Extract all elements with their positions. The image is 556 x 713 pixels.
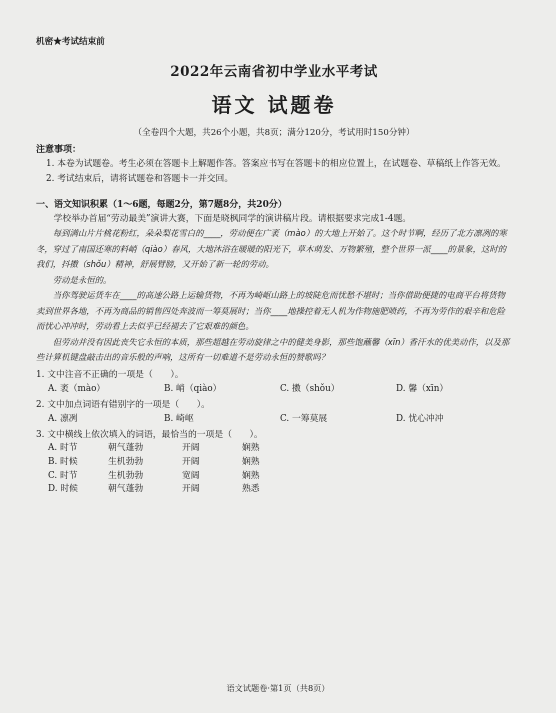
- option-cell: 娴熟: [242, 443, 260, 454]
- option: A. 袤（mào）: [48, 384, 106, 395]
- option-cell: D. 时候: [48, 484, 78, 495]
- question-options: [36, 412, 512, 426]
- option: A. 凛冽: [48, 414, 78, 425]
- option-cell: 开阔: [182, 456, 200, 467]
- option-cell: 熟悉: [242, 484, 260, 495]
- option-cell: B. 时候: [48, 456, 78, 467]
- option: D. 忧心冲冲: [396, 414, 444, 425]
- option-cell: 生机勃勃: [108, 456, 144, 467]
- passage-paragraph: 劳动是永恒的。: [52, 274, 112, 285]
- option-table: [36, 442, 512, 497]
- option-cell: A. 时节: [48, 443, 78, 454]
- option: D. 馨（xīn）: [396, 384, 449, 395]
- exam-title: 2022年云南省初中学业水平考试: [170, 63, 378, 80]
- question-stem: 3. 文中横线上依次填入的词语，最恰当的一项是（ ）。: [36, 430, 263, 441]
- option: C. 擞（shǒu）: [280, 384, 340, 395]
- exam-subtitle: （全卷四个大题，共26个小题，共8页；满分120分，考试用时150分钟）: [133, 128, 415, 139]
- option-cell: 娴熟: [242, 456, 260, 467]
- question-options: [36, 382, 512, 396]
- note-item: 2. 考试结束后，请将试题卷和答题卡一并交回。: [46, 173, 234, 184]
- option-cell: 朝气蓬勃: [108, 443, 144, 454]
- handwritten-passage: [36, 226, 512, 366]
- option-cell: 开阔: [182, 484, 200, 495]
- option-row: [48, 483, 512, 497]
- confidential-label: 机密★考试结束前: [36, 37, 105, 47]
- option-row: [48, 456, 512, 470]
- section-intro: 学校举办首届“劳动最美”演讲大赛，下面是晓枫同学的演讲稿片段。请根据要求完成1-4题。: [53, 214, 412, 224]
- option-row: [48, 470, 512, 484]
- option-cell: 生机勃勃: [108, 470, 144, 481]
- option-row: [48, 442, 512, 456]
- passage-paragraph: 但劳动并没有因此丧失它永恒的本质，那些超越在劳动旋律之中的健美身影，那些饱蘸馨（xīn）香汗水的优美动作，以及那些计算机键盘敲击出的音乐般的声响，这所有一切难道不是劳动永恒的赞歌吗？: [36, 336, 510, 363]
- note-item: 1. 本卷为试题卷。考生必须在答题卡上解题作答。答案应书写在答题卡的相应位置上，在试题卷、草稿纸上作答无效。: [46, 159, 506, 170]
- page-footer: 语文试题卷·第1页（共8页）: [226, 683, 330, 693]
- option-cell: 朝气蓬勃: [108, 484, 144, 495]
- option: B. 崎岖: [164, 414, 194, 425]
- option-cell: 开阔: [182, 443, 200, 454]
- option-cell: 宽阔: [182, 470, 200, 481]
- notes-heading: 注意事项：: [36, 145, 82, 156]
- passage-paragraph: 每到满山片片桃花粉红，朵朵梨花雪白的____，劳动便在广袤（mào）的大地上开始了。这个时节啊，经历了北方凛冽的寒冬，穿过了南国还寒的料峭（qiào）春风，大地沐浴在暖暖的阳光下，草木萌发、万物繁殖，整个世界一派____的景象，这时的我们，抖擞（shǒu）精神，舒展臂膀，又开始了新一轮的劳动。: [36, 228, 507, 270]
- option-cell: C. 时节: [48, 470, 78, 481]
- option-cell: 娴熟: [242, 470, 260, 481]
- passage-paragraph: 当你驾驶运货车在____的高速公路上运输货物，不再为崎岖山路上的坡陡危而忧愁不堪时；当你借助便捷的电商平台将货物卖到世界各地，不再为商品的销售四处奔波而一筹莫展时；当你____地操控着无人机为作物施肥喷药，不再为劳作的艰辛和危险而忧心冲冲时，劳动看上去似乎已经褪去了它艰难的颜色。: [36, 290, 506, 332]
- option: B. 峭（qiào）: [164, 384, 222, 395]
- question-stem: 1. 文中注音不正确的一项是（ ）。: [36, 369, 184, 380]
- section-heading: 一、语文知识积累（1～6题，每题2分，第7题8分，共20分）: [36, 199, 287, 210]
- paper-title: 语文 试题卷: [211, 93, 337, 118]
- option: C. 一筹莫展: [280, 414, 328, 425]
- question-stem: 2. 文中加点词语有错别字的一项是（ ）。: [36, 400, 210, 411]
